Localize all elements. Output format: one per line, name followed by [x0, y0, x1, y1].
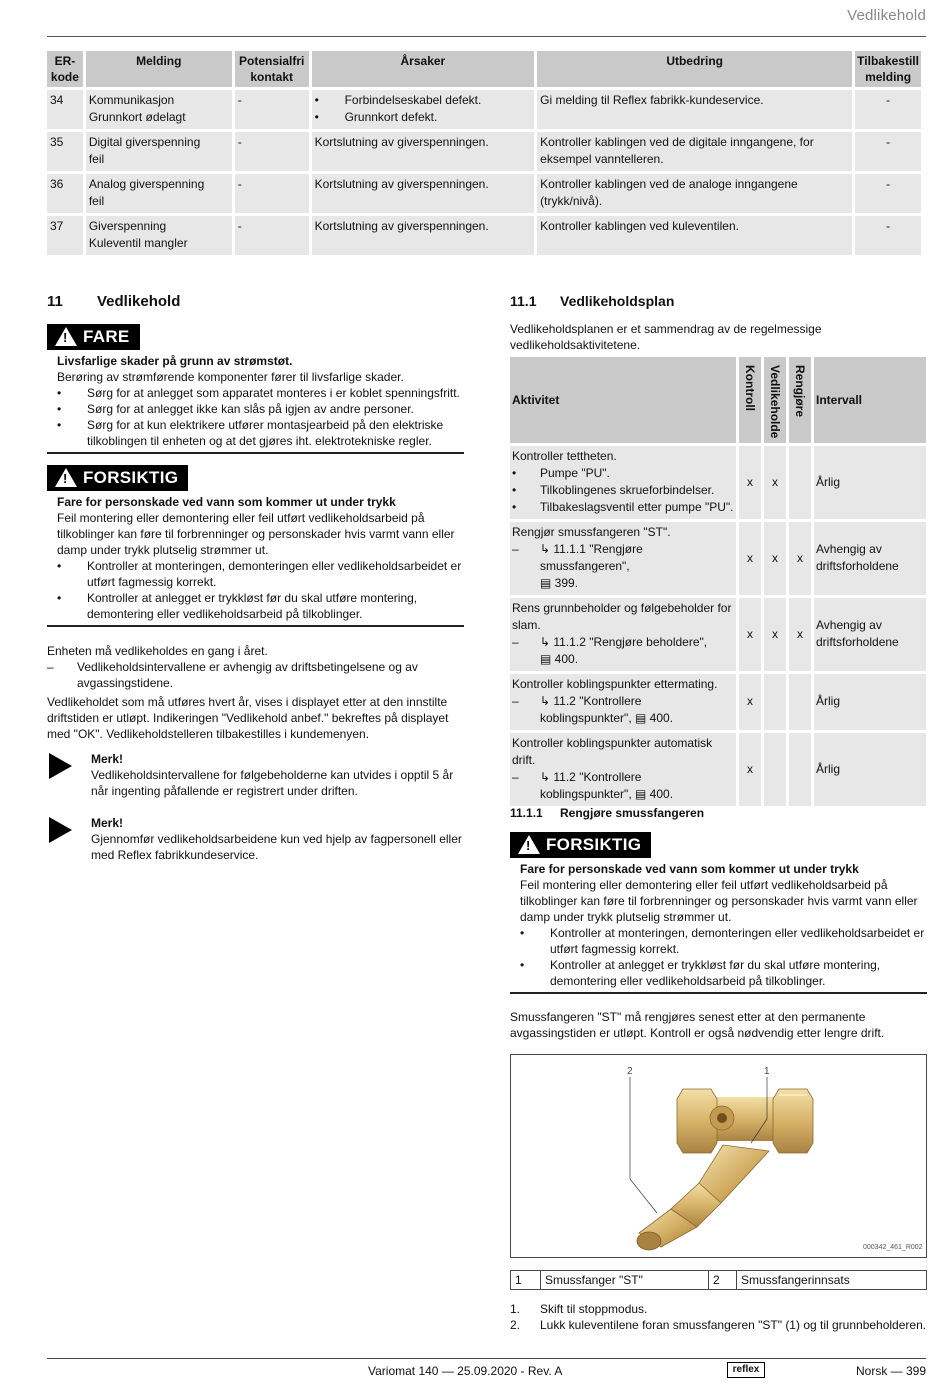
subsection-heading: 11.1.1 Rengjøre smussfangeren	[510, 806, 705, 820]
error-table	[44, 48, 924, 258]
table-row	[47, 174, 921, 213]
warning-triangle-icon: !	[55, 468, 77, 487]
activity-cell: Kontroller koblingspunkter ettermating. – ↳ 11.2 "Kontrollere koblingspunkter", ▤ 400.	[510, 674, 736, 730]
figure-legend	[510, 1270, 927, 1290]
caution-box	[510, 832, 927, 994]
table-row	[47, 216, 921, 255]
caution-body: Fare for personskade ved vann som kommer ut under trykk Feil montering eller demontering eller feil utført vedlikeholdsarbeid på tilkoblinger kan føre til forbrenninger og personskader hvis varmt vann eller damp under trykk plutselig strømmer ut. • Kontroller at monteringen, demonteringen eller vedlikeholdsarbeidet er utført fagmessig korrekt. • Kontroller at anlegget er trykkløst før du skal utføre montering, demontering eller vedlikeholdsarbeid på tilkoblinger.	[520, 862, 925, 988]
col-header: Aktivitet	[510, 357, 736, 443]
footer-doc-info: Variomat 140 — 25.09.2020 - Rev. A	[368, 1364, 563, 1378]
activity-cell: Rengjør smussfangeren "ST". – ↳ 11.1.1 "Rengjøre smussfangeren", ▤ 399.	[510, 522, 736, 595]
caution-rule	[47, 625, 464, 627]
header-rule	[47, 36, 926, 37]
caution-label: ! FORSIKTIG	[47, 465, 188, 491]
error-remedy: Kontroller kablingen ved de digitale inngangene, for eksempel vanntelleren.	[537, 132, 852, 171]
maintain-cell: x	[764, 446, 786, 519]
strainer-text: Smussfangeren "ST" må rengjøres senest etter at den permanente avgassingstiden er utløpt. Kontroll er også nødvendig etter lengre drift.	[510, 1010, 885, 1040]
footer-page: Norsk — 399	[856, 1364, 927, 1378]
reference-arrow-icon: ↳	[540, 770, 554, 784]
cross-reference[interactable]: 11.1.1 "Rengjøre smussfangeren",	[540, 542, 643, 573]
error-contact: -	[235, 174, 309, 213]
caution-label: ! FORSIKTIG	[510, 832, 651, 858]
danger-box	[47, 324, 464, 454]
warning-triangle-icon: !	[55, 327, 77, 346]
error-message: Giverspenning Kuleventil mangler	[86, 216, 232, 255]
error-cause: Kortslutning av giverspenningen.	[312, 174, 535, 213]
maintain-cell	[764, 674, 786, 730]
error-cause: Kortslutning av giverspenningen.	[312, 132, 535, 171]
note-box: Merk! Vedlikeholdsintervallene for følgebeholderne kan utvides i opptil 5 år når ingenting påfallende er registrert under driften.	[49, 751, 464, 799]
error-contact: -	[235, 90, 309, 129]
error-message: Digital giverspenning feil	[86, 132, 232, 171]
error-cause: • Forbindelseskabel defekt. • Grunnkort defekt.	[312, 90, 535, 129]
caution-rule	[510, 992, 927, 994]
legend-label: Smussfangerinnsats	[737, 1271, 927, 1290]
activity-cell: Kontroller tettheten. • Pumpe "PU". • Tilkoblingenes skrueforbindelser. • Tilbakeslagsventil etter pumpe "PU".	[510, 446, 736, 519]
error-code: 37	[47, 216, 83, 255]
col-header: Intervall	[814, 357, 926, 443]
col-header: Rengjøre	[789, 357, 811, 443]
table-row	[510, 598, 926, 671]
figure-code: 000342_461_R002	[863, 1244, 923, 1251]
note-box: Merk! Gjennomfør vedlikeholdsarbeidene kun ved hjelp av fagpersonell eller med Reflex fabrikkundeservice.	[49, 815, 464, 863]
error-remedy: Gi melding til Reflex fabrikk-kundeservice.	[537, 90, 852, 129]
legend-num: 2	[709, 1271, 737, 1290]
maintenance-header	[510, 357, 926, 443]
warning-triangle-icon: !	[518, 835, 540, 854]
clean-cell	[789, 733, 811, 806]
callout-2: 2	[627, 1066, 633, 1077]
error-contact: -	[235, 216, 309, 255]
maintain-cell: x	[764, 522, 786, 595]
error-reset: -	[855, 132, 921, 171]
check-cell: x	[739, 674, 761, 730]
error-table-header	[47, 51, 921, 87]
clean-cell: x	[789, 598, 811, 671]
table-row	[510, 522, 926, 595]
error-reset: -	[855, 174, 921, 213]
check-cell: x	[739, 598, 761, 671]
interval-cell: Årlig	[814, 446, 926, 519]
col-header: Kontroll	[739, 357, 761, 443]
col-header: ER-kode	[47, 51, 83, 87]
col-header: Melding	[86, 51, 232, 87]
col-header: Utbedring	[537, 51, 852, 87]
footer-rule	[47, 1358, 926, 1359]
check-cell: x	[739, 446, 761, 519]
danger-rule	[47, 452, 464, 454]
strainer-figure	[510, 1054, 927, 1258]
legend-num: 1	[511, 1271, 541, 1290]
cross-reference[interactable]: 11.2 "Kontrollere koblingspunkter",	[540, 694, 642, 725]
activity-cell: Rens grunnbeholder og følgebeholder for slam. – ↳ 11.1.2 "Rengjøre beholdere", ▤ 400.	[510, 598, 736, 671]
clean-cell	[789, 674, 811, 730]
cross-reference[interactable]: 11.1.2 "Rengjøre beholdere",	[553, 635, 708, 649]
interval-cell: Årlig	[814, 674, 926, 730]
page-icon: ▤	[540, 652, 555, 666]
col-header: Tilbakestill melding	[855, 51, 921, 87]
error-remedy: Kontroller kablingen ved de analoge inngangene (trykk/nivå).	[537, 174, 852, 213]
interval-cell: Avhengig av driftsforholdene	[814, 598, 926, 671]
cross-reference[interactable]: 11.2 "Kontrollere koblingspunkter",	[540, 770, 642, 801]
error-remedy: Kontroller kablingen ved kuleventilen.	[537, 216, 852, 255]
check-cell: x	[739, 733, 761, 806]
note-arrow-icon	[49, 817, 72, 843]
reference-arrow-icon: ↳	[540, 694, 554, 708]
plan-intro: Vedlikeholdsplanen er et sammendrag av de regelmessige vedlikeholdsaktivitetene.	[510, 322, 822, 352]
interval-cell: Avhengig av driftsforholdene	[814, 522, 926, 595]
interval-cell: Årlig	[814, 733, 926, 806]
maintain-cell	[764, 733, 786, 806]
col-header: Potensialfri kontakt	[235, 51, 309, 87]
page-icon: ▤	[635, 787, 650, 801]
col-header: Vedlikeholde	[764, 357, 786, 443]
section-heading: 11.1 Vedlikeholdsplan	[510, 293, 675, 309]
error-code: 34	[47, 90, 83, 129]
danger-label: ! FARE	[47, 324, 140, 350]
table-row	[510, 446, 926, 519]
error-message: Analog giverspenning feil	[86, 174, 232, 213]
caution-box	[47, 465, 464, 627]
section-heading: 11 Vedlikehold	[47, 293, 181, 310]
callout-1: 1	[764, 1066, 770, 1077]
table-row	[510, 733, 926, 806]
error-reset: -	[855, 216, 921, 255]
error-contact: -	[235, 132, 309, 171]
maintenance-table	[507, 354, 929, 809]
error-code: 36	[47, 174, 83, 213]
table-row	[47, 90, 921, 129]
page-icon: ▤	[635, 711, 650, 725]
error-reset: -	[855, 90, 921, 129]
reference-arrow-icon: ↳	[540, 542, 554, 556]
steps-list: 1. Skift til stoppmodus. 2. Lukk kuleventilene foran smussfangeren "ST" (1) og til grunnbeholderen.	[510, 1302, 927, 1332]
danger-body: Livsfarlige skader på grunn av strømstøt. Berøring av strømførende komponenter fører til livsfarlige skader. • Sørg for at anlegget som apparatet monteres i er koblet spenningsfritt. • Sørg for at anlegget ikke kan slås på igjen av andre personer. • Sørg for at kun elektrikere utfører montasjearbeid på den elektriske tilkoblingen til enheten og at det gjøres iht. elektrotekniske regler.	[57, 354, 460, 448]
maintain-cell: x	[764, 598, 786, 671]
error-message: Kommunikasjon Grunnkort ødelagt	[86, 90, 232, 129]
caution-body: Fare for personskade ved vann som kommer ut under trykk Feil montering eller demontering eller feil utført vedlikeholdsarbeid på tilkoblinger kan føre til forbrenninger og personskader hvis varmt vann eller damp under trykk plutselig strømmer ut. • Kontroller at monteringen, demonteringen eller vedlikeholdsarbeidet er utført fagmessig korrekt. • Kontroller at anlegget er trykkløst før du skal utføre montering, demontering eller vedlikeholdsarbeid på tilkoblinger.	[57, 495, 462, 621]
error-code: 35	[47, 132, 83, 171]
activity-cell: Kontroller koblingspunkter automatisk drift. – ↳ 11.2 "Kontrollere koblingspunkter", ▤ 400.	[510, 733, 736, 806]
page-icon: ▤	[540, 576, 555, 590]
check-cell: x	[739, 522, 761, 595]
note-arrow-icon	[49, 753, 72, 779]
legend-label: Smussfanger "ST"	[541, 1271, 709, 1290]
error-cause: Kortslutning av giverspenningen.	[312, 216, 535, 255]
reflex-logo: reflex	[727, 1362, 765, 1378]
running-title: Vedlikehold	[847, 7, 926, 24]
clean-cell	[789, 446, 811, 519]
strainer-illustration	[511, 1055, 926, 1257]
table-row	[47, 132, 921, 171]
intro-text: Enheten må vedlikeholdes en gang i året. – Vedlikeholdsintervallene er avhengig av driftsbetingelsene og av avgassingstidene. Vedlikeholdet som må utføres hvert år, vises i displayet etter at den innstilte driftstiden er utløpt. Indikeringen "Vedlikehold anbef." bekreftes på displayet med "OK". Vedlikeholdstelleren tilbakestilles i kundemenyen.	[47, 644, 449, 741]
clean-cell: x	[789, 522, 811, 595]
reference-arrow-icon: ↳	[540, 635, 554, 649]
table-row	[510, 674, 926, 730]
col-header: Årsaker	[312, 51, 535, 87]
